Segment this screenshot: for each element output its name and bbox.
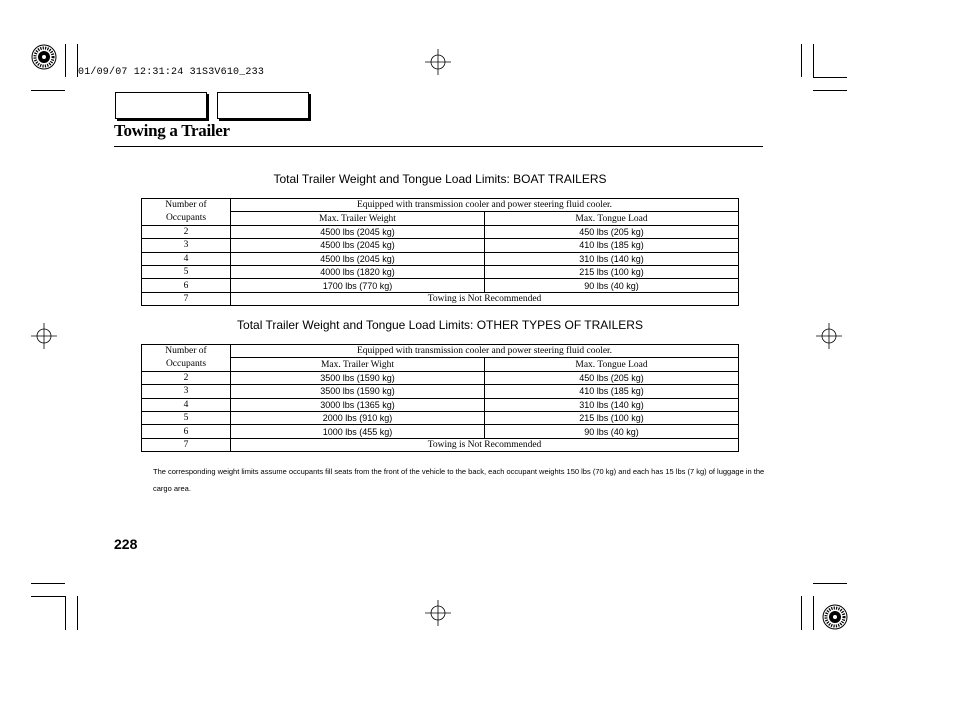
occupants-header-line2: Occupants xyxy=(165,212,207,223)
crop-mark xyxy=(31,90,65,91)
crop-mark xyxy=(65,44,66,77)
occupants-cell: 6 xyxy=(142,279,231,292)
occupants-cell: 5 xyxy=(142,411,231,424)
crop-mark xyxy=(813,90,847,91)
crop-mark xyxy=(801,596,802,630)
equipped-header: Equipped with transmission cooler and power steering fluid cooler. xyxy=(231,199,739,212)
trailer-weight-cell: 1700 lbs (770 kg) xyxy=(231,279,485,292)
print-timestamp: 01/09/07 12:31:24 31S3V610_233 xyxy=(78,67,265,78)
not-recommended-cell: Towing is Not Recommended xyxy=(231,292,739,305)
tongue-load-cell: 215 lbs (100 kg) xyxy=(485,265,739,278)
registration-mark-icon xyxy=(816,323,842,349)
table-row xyxy=(142,438,739,451)
occupants-header xyxy=(142,199,231,226)
tongue-load-cell: 215 lbs (100 kg) xyxy=(485,411,739,424)
trailer-weight-cell: 4500 lbs (2045 kg) xyxy=(231,252,485,265)
footnote: The corresponding weight limits assume occupants fill seats from the front of the vehicle to the back, each occupant weights 150 lbs (70 kg) and each has 15 lbs (7 kg) of luggage in the cargo area. xyxy=(153,467,765,493)
crop-mark xyxy=(31,596,65,597)
table-row xyxy=(142,239,739,252)
tongue-load-cell: 410 lbs (185 kg) xyxy=(485,385,739,398)
not-recommended-cell: Towing is Not Recommended xyxy=(231,438,739,451)
table-row xyxy=(142,371,739,384)
trailer-weight-cell: 3000 lbs (1365 kg) xyxy=(231,398,485,411)
table-row xyxy=(142,265,739,278)
sunburst-mark-icon xyxy=(822,604,848,630)
tongue-load-cell: 410 lbs (185 kg) xyxy=(485,239,739,252)
crop-mark xyxy=(813,596,814,630)
occupants-cell: 7 xyxy=(142,438,231,451)
title-divider xyxy=(114,146,763,147)
crop-mark xyxy=(801,44,802,77)
table-header-row xyxy=(142,199,739,212)
crop-mark xyxy=(813,77,847,78)
registration-mark-icon xyxy=(31,323,57,349)
sunburst-mark-icon xyxy=(31,44,57,70)
other-section-heading: Total Trailer Weight and Tongue Load Limits: OTHER TYPES OF TRAILERS xyxy=(237,318,643,332)
tongue-load-header: Max. Tongue Load xyxy=(485,358,739,371)
page-title: Towing a Trailer xyxy=(114,121,230,140)
trailer-weight-header: Max. Trailer Weight xyxy=(231,212,485,225)
occupants-cell: 4 xyxy=(142,252,231,265)
crop-mark xyxy=(77,596,78,630)
registration-mark-icon xyxy=(425,49,451,75)
crop-mark xyxy=(813,583,847,584)
crop-mark xyxy=(65,596,66,630)
tongue-load-cell: 450 lbs (205 kg) xyxy=(485,225,739,238)
page-number: 228 xyxy=(114,536,138,552)
occupants-header-line1: Number of xyxy=(165,200,207,211)
table-row xyxy=(142,425,739,438)
boat-section-heading: Total Trailer Weight and Tongue Load Limits: BOAT TRAILERS xyxy=(273,172,607,186)
trailer-weight-cell: 2000 lbs (910 kg) xyxy=(231,411,485,424)
trailer-weight-cell: 4000 lbs (1820 kg) xyxy=(231,265,485,278)
tongue-load-header: Max. Tongue Load xyxy=(485,212,739,225)
trailer-weight-cell: 1000 lbs (455 kg) xyxy=(231,425,485,438)
occupants-cell: 4 xyxy=(142,398,231,411)
nav-tab-box-1[interactable] xyxy=(115,92,207,119)
trailer-weight-cell: 4500 lbs (2045 kg) xyxy=(231,239,485,252)
nav-tab-box-2[interactable] xyxy=(217,92,309,119)
equipped-header: Equipped with transmission cooler and power steering fluid cooler. xyxy=(231,345,739,358)
tongue-load-cell: 90 lbs (40 kg) xyxy=(485,425,739,438)
occupants-cell: 3 xyxy=(142,385,231,398)
occupants-cell: 7 xyxy=(142,292,231,305)
table-subheader-row xyxy=(142,212,739,225)
table-subheader-row xyxy=(142,358,739,371)
table-row xyxy=(142,225,739,238)
occupants-cell: 5 xyxy=(142,265,231,278)
tongue-load-cell: 90 lbs (40 kg) xyxy=(485,279,739,292)
occupants-cell: 2 xyxy=(142,225,231,238)
table-row xyxy=(142,398,739,411)
table-row xyxy=(142,252,739,265)
occupants-header-line2: Occupants xyxy=(165,358,207,369)
trailer-weight-cell: 4500 lbs (2045 kg) xyxy=(231,225,485,238)
trailer-weight-cell: 3500 lbs (1590 kg) xyxy=(231,371,485,384)
occupants-cell: 2 xyxy=(142,371,231,384)
occupants-cell: 3 xyxy=(142,239,231,252)
tongue-load-cell: 310 lbs (140 kg) xyxy=(485,252,739,265)
crop-mark xyxy=(813,44,814,77)
registration-mark-icon xyxy=(425,600,451,626)
tongue-load-cell: 450 lbs (205 kg) xyxy=(485,371,739,384)
table-row xyxy=(142,279,739,292)
occupants-header xyxy=(142,345,231,372)
crop-mark xyxy=(31,583,65,584)
trailer-weight-header: Max. Trailer Wight xyxy=(231,358,485,371)
boat-limits-table xyxy=(141,198,739,306)
occupants-cell: 6 xyxy=(142,425,231,438)
table-row xyxy=(142,292,739,305)
trailer-weight-cell: 3500 lbs (1590 kg) xyxy=(231,385,485,398)
table-header-row xyxy=(142,345,739,358)
tongue-load-cell: 310 lbs (140 kg) xyxy=(485,398,739,411)
table-row xyxy=(142,411,739,424)
occupants-header-line1: Number of xyxy=(165,346,207,357)
other-limits-table xyxy=(141,344,739,452)
table-row xyxy=(142,385,739,398)
